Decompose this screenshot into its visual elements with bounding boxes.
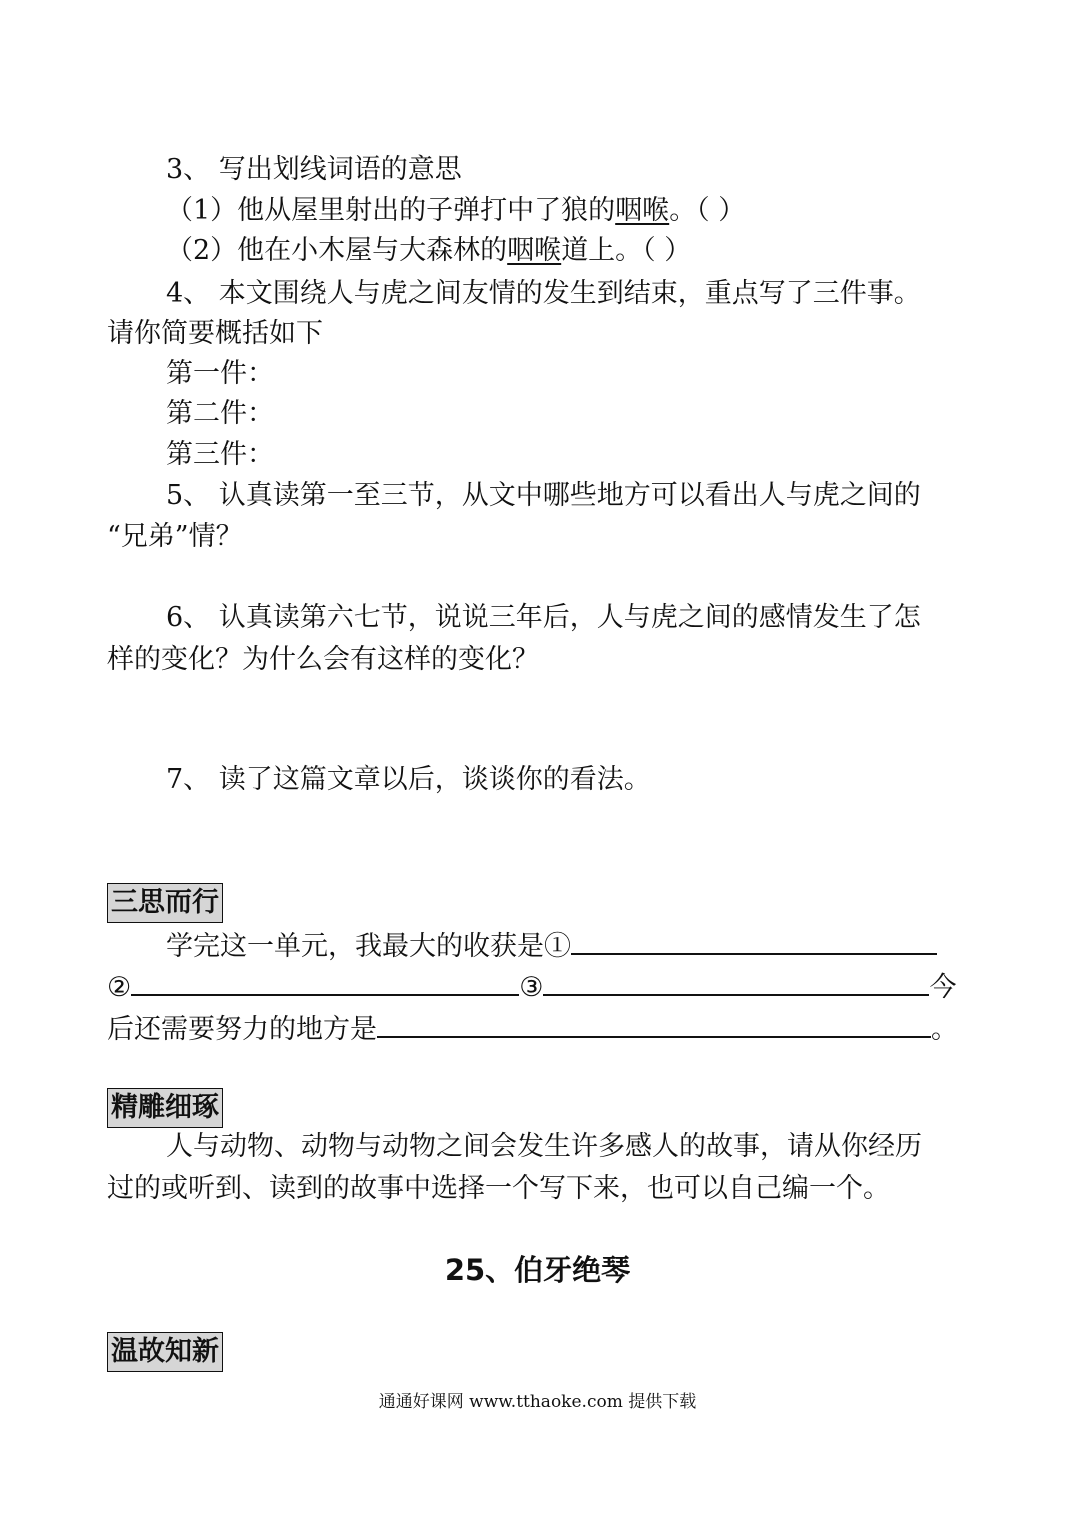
circled-3-marker: ③ (519, 972, 544, 1003)
sansi-line3-end: 。 (931, 1014, 958, 1045)
q3-s1-answer-paren: 。（ ） (669, 195, 746, 226)
q4-line-1: 4、 本文围绕人与虎之间友情的发生到结束，重点写了三件事。 (166, 278, 921, 309)
section-label-jingdiao: 精雕细琢 (107, 1088, 223, 1128)
harvest-blank-2[interactable] (131, 966, 519, 996)
jingdiao-line-2: 过的或听到、读到的故事中选择一个写下来，也可以自己编一个。 (107, 1173, 890, 1204)
q3-s2-prefix: （2）他在小木屋与大森林的 (166, 235, 508, 266)
section-label-sansi: 三思而行 (107, 883, 223, 923)
lesson-title: 25、伯牙绝琴 (444, 1253, 631, 1287)
sansi-line-1 (166, 925, 937, 965)
circled-2-marker: ② (107, 972, 132, 1003)
q7-line-1: 7、 读了这篇文章以后，谈谈你的看法。 (166, 764, 651, 795)
harvest-blank-1[interactable] (571, 925, 937, 955)
sansi-line-3 (107, 1008, 958, 1048)
q3-heading: 3、 写出划线词语的意思 (166, 154, 462, 185)
jingdiao-line-1: 人与动物、动物与动物之间会发生许多感人的故事，请从你经历 (166, 1131, 922, 1162)
q4-item-1: 第一件： (166, 358, 274, 389)
sansi-line3-text: 后还需要努力的地方是 (107, 1014, 377, 1045)
harvest-blank-3[interactable] (543, 966, 929, 996)
q3-s1-prefix: （1）他从屋里射出的子弹打中了狼的 (166, 195, 616, 226)
sansi-line1-text: 学完这一单元，我最大的收获是① (166, 931, 571, 962)
q6-line-2: 样的变化？为什么会有这样的变化？ (107, 644, 539, 675)
sansi-line-2 (107, 966, 956, 1006)
q4-item-2: 第二件： (166, 398, 274, 429)
q3-s1-underlined-word: 咽喉 (615, 195, 670, 226)
q5-line-1: 5、 认真读第一至三节，从文中哪些地方可以看出人与虎之间的 (166, 480, 921, 511)
footer-credit: 通通好课网 www.tthaoke.com 提供下载 (378, 1392, 697, 1412)
q3-sentence-2 (166, 233, 691, 269)
section-label-wengu: 温故知新 (107, 1332, 223, 1372)
q3-sentence-1 (166, 193, 745, 229)
q6-line-1: 6、 认真读第六七节，说说三年后，人与虎之间的感情发生了怎 (166, 602, 921, 633)
q4-item-3: 第三件： (166, 439, 274, 470)
improvement-blank[interactable] (377, 1008, 931, 1038)
q4-line-2: 请你简要概括如下 (107, 318, 323, 349)
q5-line-2: “兄弟”情？ (107, 521, 243, 552)
q3-s2-answer-paren: 道上。（ ） (561, 235, 692, 266)
sansi-line2-end: 今 (929, 972, 957, 1003)
q3-s2-underlined-word: 咽喉 (507, 235, 562, 266)
